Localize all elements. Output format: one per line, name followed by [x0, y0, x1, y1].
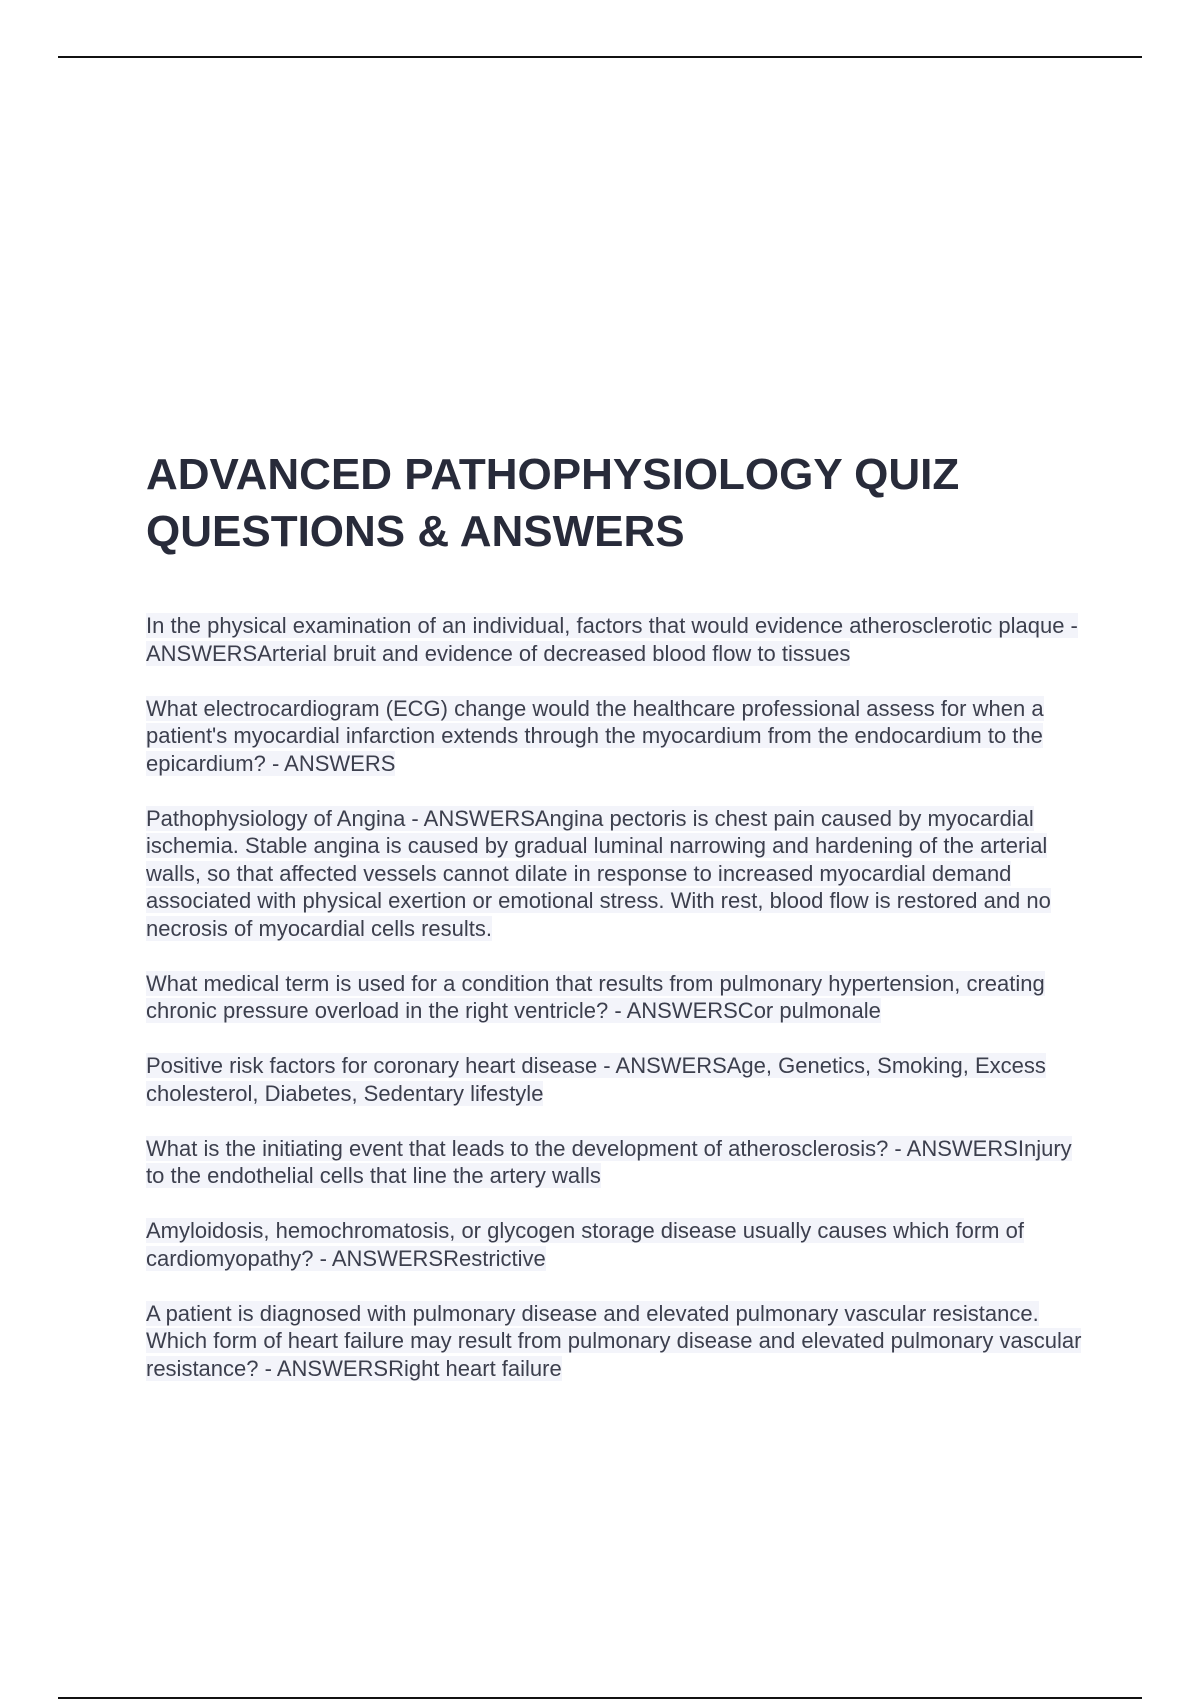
- qa-item: [146, 1052, 1086, 1107]
- qa-item: [146, 805, 1086, 943]
- qa-item: [146, 970, 1086, 1025]
- top-rule: [58, 56, 1142, 58]
- qa-text: What electrocardiogram (ECG) change would the healthcare professional assess for when a patient's myocardial infarction extends through the myocardium from the endocardium to the epicardium? - ANSWERS: [146, 695, 1044, 776]
- qa-item: [146, 1135, 1086, 1190]
- qa-text: What is the initiating event that leads to the development of atherosclerosis? - ANSWERSInjury to the endothelial cells that line the artery walls: [146, 1135, 1072, 1188]
- qa-item: [146, 1300, 1086, 1383]
- qa-text: A patient is diagnosed with pulmonary disease and elevated pulmonary vascular resistance. Which form of heart failure may result from pulmonary disease and elevated pulmonary vascular resistance? - ANSWERSRight heart failure: [146, 1300, 1082, 1381]
- qa-text: What medical term is used for a condition that results from pulmonary hypertension, creating chronic pressure overload in the right ventricle? - ANSWERSCor pulmonale: [146, 970, 1045, 1023]
- qa-text: Amyloidosis, hemochromatosis, or glycogen storage disease usually causes which form of cardiomyopathy? - ANSWERSRestrictive: [146, 1218, 1024, 1271]
- qa-text: Positive risk factors for coronary heart disease - ANSWERSAge, Genetics, Smoking, Excess cholesterol, Diabetes, Sedentary lifestyle: [146, 1053, 1046, 1106]
- qa-list: [146, 612, 1086, 1410]
- document-title: ADVANCED PATHOPHYSIOLOGY QUIZ QUESTIONS & ANSWERS: [146, 450, 960, 556]
- qa-item: [146, 1217, 1086, 1272]
- qa-text: In the physical examination of an individual, factors that would evidence atherosclerotic plaque - ANSWERSArterial bruit and evidence of decreased blood flow to tissues: [146, 613, 1078, 666]
- qa-item: [146, 612, 1086, 667]
- bottom-rule: [58, 1697, 1142, 1699]
- qa-text: Pathophysiology of Angina - ANSWERSAngina pectoris is chest pain caused by myocardial ischemia. Stable angina is caused by gradual luminal narrowing and hardening of the arterial walls, so that affected vessels cannot dilate in response to increased myocardial demand associated with physical exertion or emotional stress. With rest, blood flow is restored and no necrosis of myocardial cells results.: [146, 805, 1051, 941]
- qa-item: [146, 695, 1086, 778]
